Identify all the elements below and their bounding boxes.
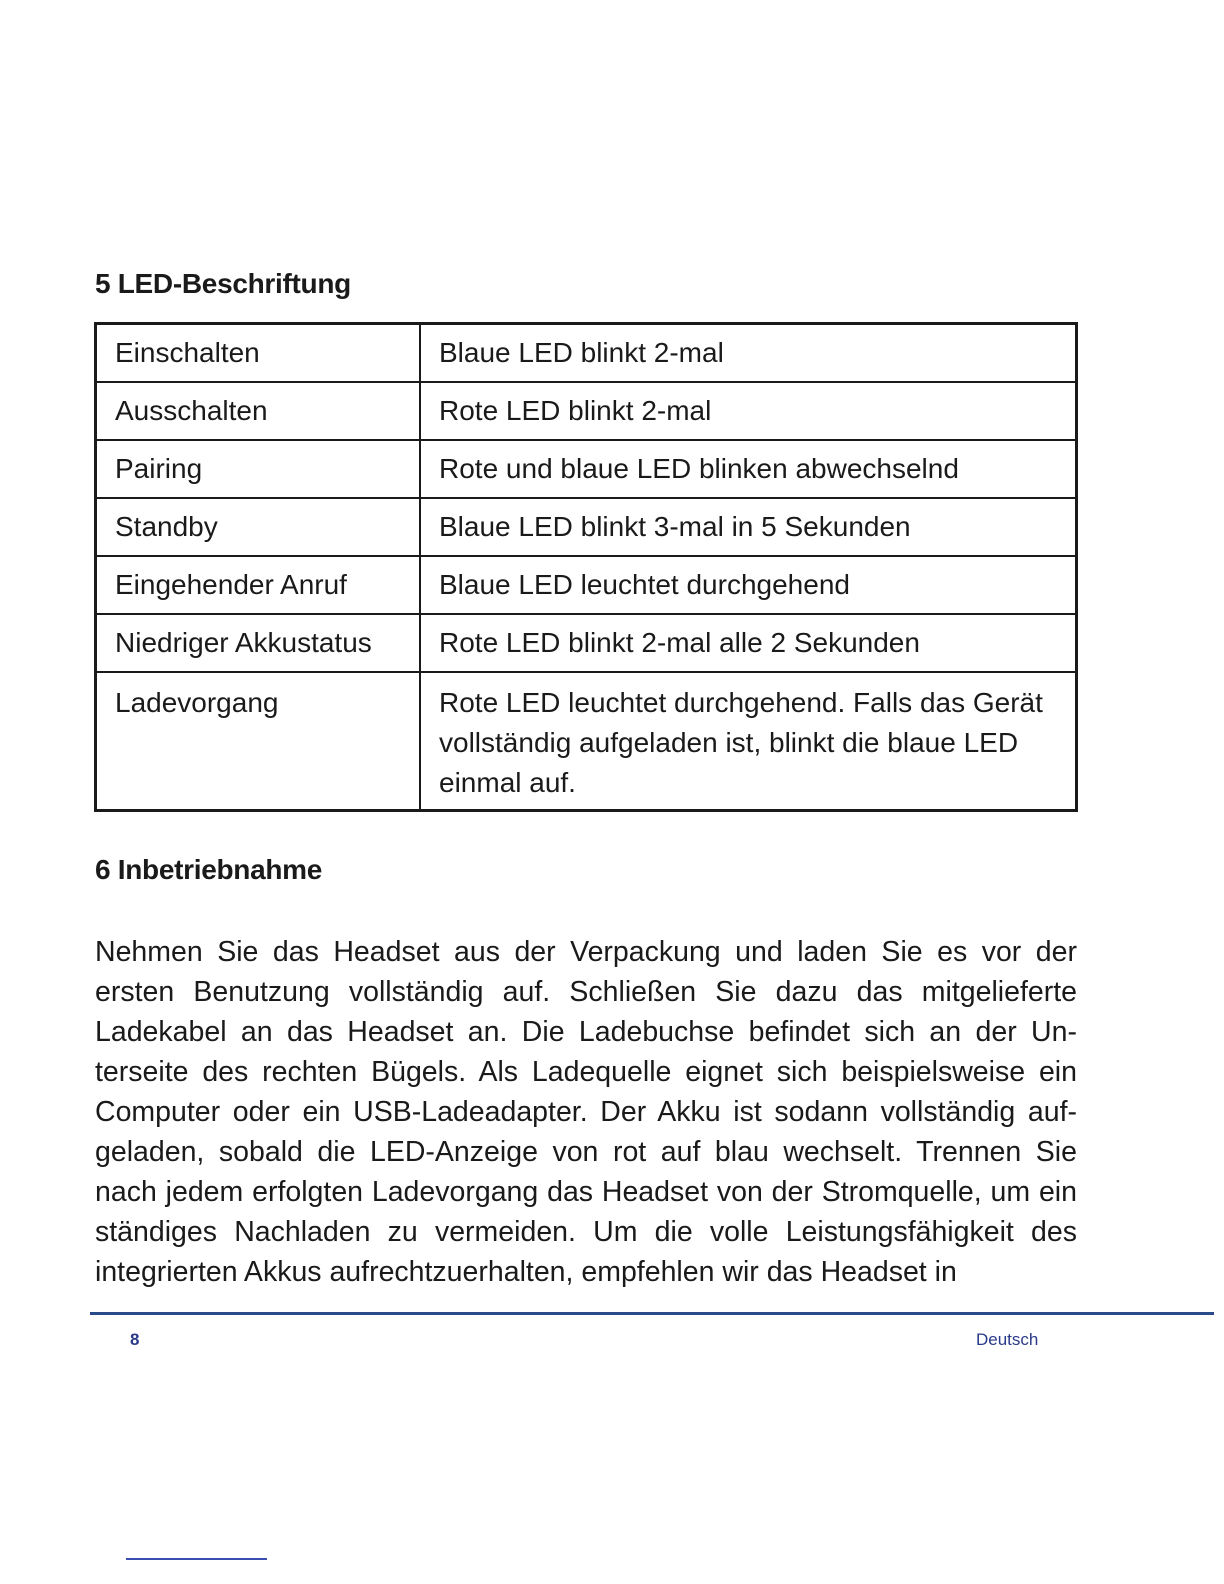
section-5-heading: 5 LED-Beschriftung [95, 268, 351, 299]
footer-language: Deutsch [976, 1330, 1039, 1349]
led-event-cell: Standby [96, 498, 421, 556]
led-signal-cell: Rote LED leuchtet durchgehend. Falls das Gerät vollständig aufgeladen ist, blinkt die blaue LED einmal auf. [420, 672, 1077, 811]
led-event-cell: Eingehender Anruf [96, 556, 421, 614]
section-6-heading: 6 Inbetriebnahme [95, 854, 323, 885]
led-event-cell: Ladevorgang [96, 672, 421, 811]
led-signal-cell: Rote LED blinkt 2-mal alle 2 Sekunden [420, 614, 1077, 672]
table-row [96, 324, 1077, 383]
table-row [96, 382, 1077, 440]
led-event-cell: Pairing [96, 440, 421, 498]
led-signal-cell: Blaue LED blinkt 2-mal [420, 324, 1077, 383]
led-signal-cell: Blaue LED leuchtet durchgehend [420, 556, 1077, 614]
table-row [96, 672, 1077, 811]
led-event-cell: Einschalten [96, 324, 421, 383]
bottom-accent-line [126, 1558, 267, 1560]
led-signal-cell: Rote LED blinkt 2-mal [420, 382, 1077, 440]
led-event-cell: Niedriger Akkustatus [96, 614, 421, 672]
led-signal-cell: Rote und blaue LED blinken abwechselnd [420, 440, 1077, 498]
body-paragraph: Nehmen Sie das Headset aus der Verpackung und laden Sie es vor der ersten Benutzung vollständig auf. Schließen Sie dazu das mitgelieferte Ladekabel an das Headset an. Die Ladebuchse befindet sich an der Unterseite des rechten Bügels. Als Ladequelle eignet sich beispielsweise ein Computer oder ein USB-Ladeadapter. Der Akku ist sodann vollständig aufgeladen, sobald die LED-Anzeige von rot auf blau wechselt. Trennen Sie nach jedem erfolgten Ladevorgang das Headset von der Stromquelle, um ein ständiges Nachladen zu vermeiden. Um die volle Leistungsfähigkeit des integrierten Akkus aufrechtzuerhalten, empfehlen wir das Headset in [95, 936, 1077, 1288]
table-row [96, 498, 1077, 556]
footer-divider [90, 1312, 1214, 1315]
table-row [96, 440, 1077, 498]
led-signal-cell: Blaue LED blinkt 3-mal in 5 Sekunden [420, 498, 1077, 556]
table-row [96, 556, 1077, 614]
page-number: 8 [130, 1330, 140, 1349]
led-table [94, 322, 1078, 812]
led-event-cell: Ausschalten [96, 382, 421, 440]
table-row [96, 614, 1077, 672]
